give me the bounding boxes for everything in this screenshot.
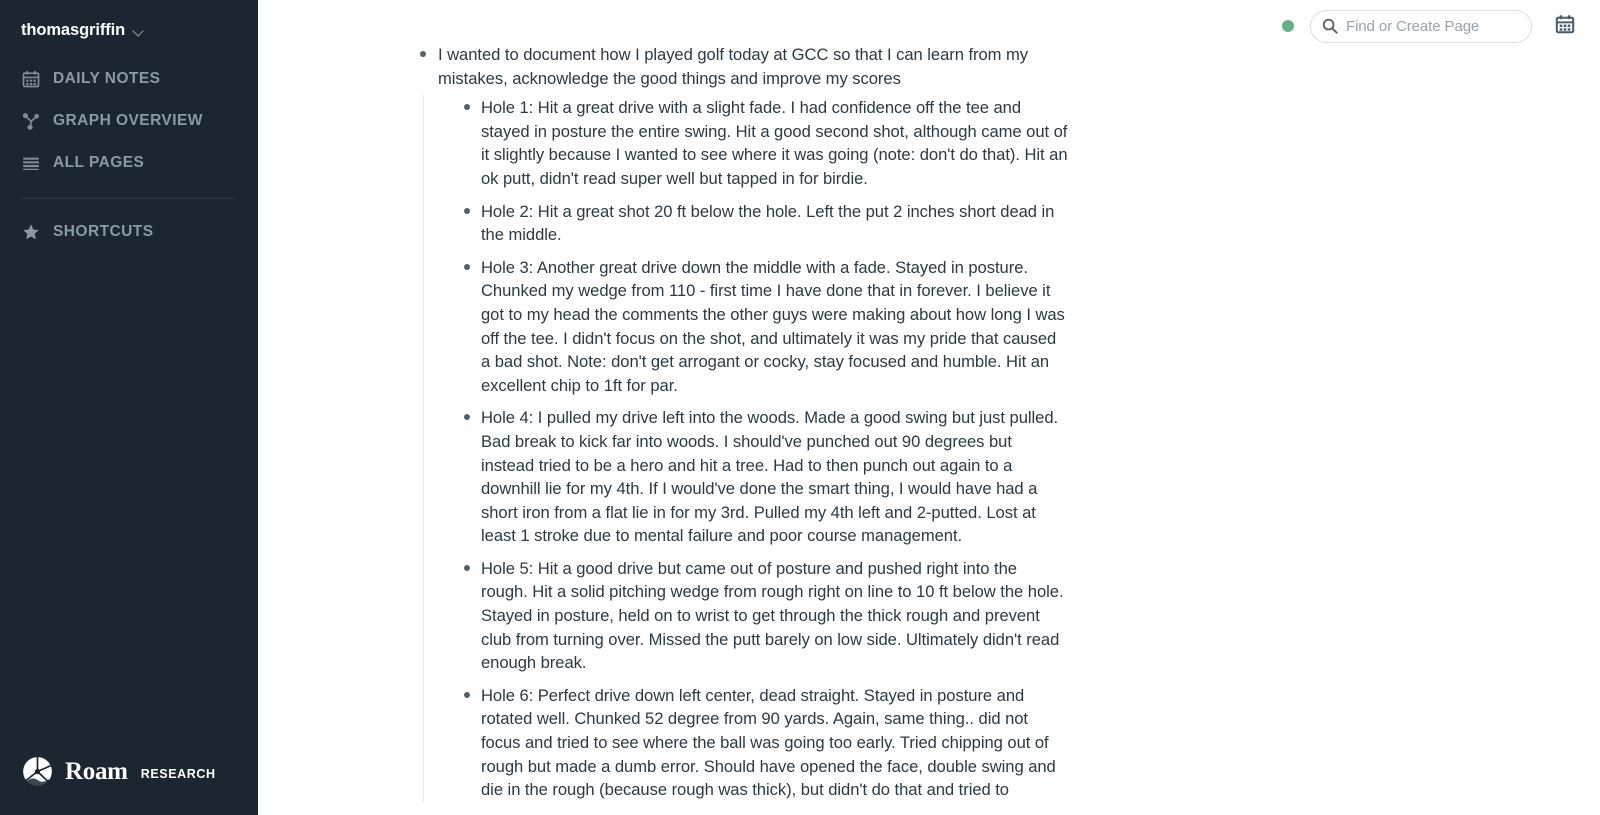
user-menu-button[interactable] — [0, 0, 258, 44]
bullet-col — [453, 95, 481, 110]
search-placeholder: Find or Create Page — [1346, 17, 1480, 35]
block-text[interactable]: Hole 6: Perfect drive down left center, dead straight. Stayed in posture and rotated well. Chunked 52 degree from 90 yards. Again, same thing.. did not focus and tried to see where the ball was going too early. Tried chipping out of rough but made a dumb error. Should have opened the face, double swing and die in the rough (because rough was thick), but didn't do that and tried to — [481, 685, 1056, 800]
sidebar-nav — [0, 58, 258, 253]
calendar-icon — [21, 70, 40, 89]
outline-block-hole-4[interactable] — [453, 405, 1068, 548]
sidebar-item-all-pages[interactable] — [0, 142, 258, 184]
outline-children — [423, 95, 1068, 802]
bullet-col — [453, 255, 481, 270]
calendar-button[interactable] — [1548, 9, 1582, 43]
sidebar-item-label: ALL PAGES — [53, 154, 145, 171]
chevron-down-icon[interactable] — [134, 26, 145, 37]
bullet-col — [453, 683, 481, 698]
outline-block-hole-3[interactable] — [453, 255, 1068, 398]
bullet-point[interactable] — [464, 692, 470, 698]
sync-status-dot — [1282, 20, 1294, 32]
sidebar-item-label: DAILY NOTES — [53, 70, 161, 87]
outline-block-hole-5[interactable] — [453, 556, 1068, 675]
bullet-point[interactable] — [464, 264, 470, 270]
left-sidebar — [0, 0, 258, 815]
block-text[interactable]: Hole 5: Hit a good drive but came out of posture and pushed right into the rough. Hit a solid pitching wedge from rough right on line to 10 ft below the hole. Stayed in posture, held on to wrist to get through the thick rough and prevent club from turning over. Missed the putt barely on low side. Ultimately didn't read enough break. — [481, 558, 1064, 673]
list-lines-icon — [21, 154, 40, 173]
outline-block-hole-2[interactable] — [453, 199, 1068, 247]
username-label: thomasgriffin — [21, 21, 126, 39]
outline-block-root[interactable] — [408, 42, 1068, 90]
sidebar-item-label: GRAPH OVERVIEW — [53, 112, 203, 129]
bullet-col — [453, 199, 481, 214]
sidebar-item-daily-notes[interactable] — [0, 58, 258, 100]
sidebar-item-label: SHORTCUTS — [53, 223, 154, 240]
bullet-col — [408, 42, 438, 57]
roam-research-subtext: RESEARCH — [140, 767, 216, 782]
outline-content — [408, 42, 1068, 810]
sidebar-item-shortcuts[interactable] — [0, 211, 258, 253]
search-icon — [1322, 18, 1338, 34]
bullet-point[interactable] — [464, 208, 470, 214]
graph-node-icon — [21, 112, 40, 131]
bullet-point[interactable] — [420, 51, 426, 57]
roam-wordmark: Roam — [65, 758, 128, 785]
roam-research-logo — [21, 755, 216, 788]
bullet-point[interactable] — [464, 565, 470, 571]
search-input[interactable] — [1310, 10, 1532, 43]
top-toolbar — [1282, 0, 1600, 52]
bullet-point[interactable] — [464, 414, 470, 420]
block-text[interactable]: Hole 4: I pulled my drive left into the woods. Made a good swing but just pulled. Bad break to kick far into woods. I should've punched out 90 degrees but instead tried to be a hero and hit a tree. Had to then punch out again to a downhill lie for my 4th. If I would've done the smart thing, I would have had a short iron from a flat lie in for my 3rd. Pulled my 4th left and 2-putted. Lost at least 1 stroke due to mental failure and poor course management. — [481, 408, 1059, 546]
star-icon — [21, 223, 40, 242]
block-text[interactable]: Hole 2: Hit a great shot 20 ft below the hole. Left the put 2 inches short dead in the middle. — [481, 201, 1055, 245]
block-text[interactable]: Hole 1: Hit a great drive with a slight fade. I had confidence off the tee and stayed in posture the entire swing. Hit a good second shot, although came out of it slightly because I wanted to see where it was going (note: don't do that). Hit an ok putt, didn't read super well but tapped in for birdie. — [481, 98, 1068, 188]
roam-circle-icon — [21, 755, 54, 788]
sidebar-divider — [21, 198, 235, 199]
calendar-icon — [1555, 14, 1575, 39]
sidebar-item-graph-overview[interactable] — [0, 100, 258, 142]
outline-block-hole-1[interactable] — [453, 95, 1068, 190]
outline-block-hole-6[interactable] — [453, 683, 1068, 802]
bullet-point[interactable] — [464, 104, 470, 110]
bullet-col — [453, 556, 481, 571]
block-text[interactable]: I wanted to document how I played golf today at GCC so that I can learn from my mistakes, acknowledge the good things and improve my scores — [438, 45, 1029, 88]
block-text[interactable]: Hole 3: Another great drive down the middle with a fade. Stayed in posture. Chunked my wedge from 110 - first time I have done that in forever. I believe it got to my head the comments the other guys were making about how long I was off the tee. I didn't focus on the shot, and ultimately it was my pride that caused a bad shot. Note: don't get arrogant or cocky, stay focused and humble. Hit an excellent chip to 1ft for par. — [481, 257, 1065, 395]
bullet-col — [453, 405, 481, 420]
main-area — [258, 0, 1600, 815]
